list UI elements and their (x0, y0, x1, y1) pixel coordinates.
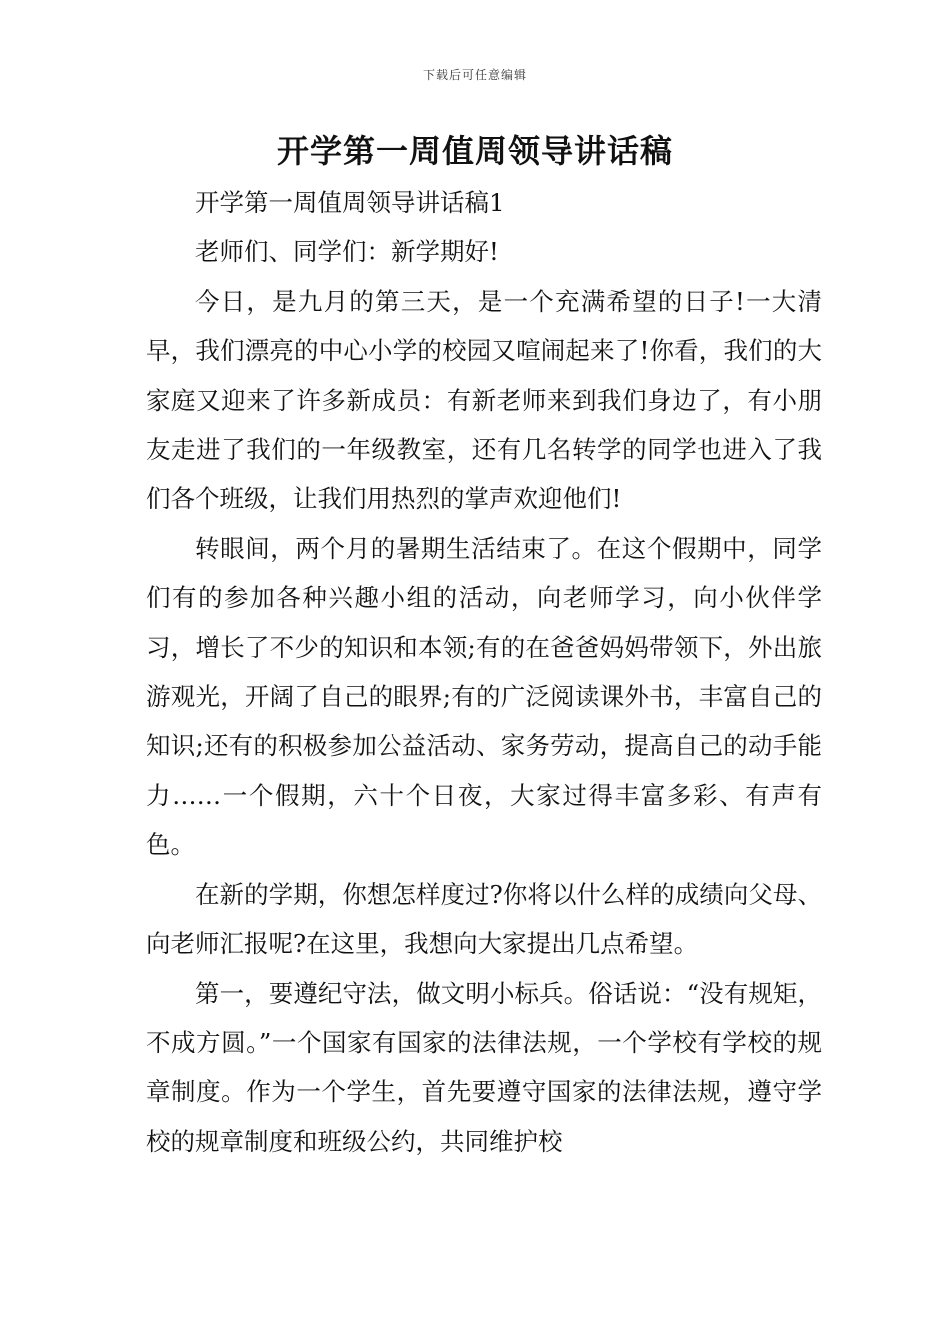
paragraph: 在新的学期，你想怎样度过?你将以什么样的成绩向父母、向老师汇报呢?在这里，我想向大家提出几点希望。 (146, 879, 822, 959)
document-body (146, 178, 822, 1166)
paragraph-greeting: 老师们、同学们：新学期好! (195, 237, 499, 267)
header-note: 下载后可任意编辑 (422, 68, 527, 82)
paragraph: 今日，是九月的第三天，是一个充满希望的日子!一大清早，我们漂亮的中心小学的校园又喧闹起来了!你看，我们的大家庭又迎来了许多新成员：有新老师来到我们身边了，有小朋友走进了我们的一年级教室，还有几名转学的同学也进入了我们各个班级，让我们用热烈的掌声欢迎他们! (146, 286, 822, 514)
paragraph-subtitle: 开学第一周值周领导讲话稿1 (195, 188, 505, 217)
paragraph: 转眼间，两个月的暑期生活结束了。在这个假期中，同学们有的参加各种兴趣小组的活动，向老师学习，向小伙伴学习，增长了不少的知识和本领;有的在爸爸妈妈带领下，外出旅游观光，开阔了自己的眼界;有的广泛阅读课外书，丰富自己的知识;还有的积极参加公益活动、家务劳动，提高自己的动手能力……一个假期，六十个日夜，大家过得丰富多彩、有声有色。 (146, 533, 822, 860)
document-title: 开学第一周值周领导讲话稿 (276, 132, 673, 170)
paragraph: 第一，要遵纪守法，做文明小标兵。俗话说：“没有规矩，不成方圆。”一个国家有国家的法律法规，一个学校有学校的规章制度。作为一个学生，首先要遵守国家的法律法规，遵守学校的规章制度和班级公约，共同维护校 (146, 978, 822, 1156)
